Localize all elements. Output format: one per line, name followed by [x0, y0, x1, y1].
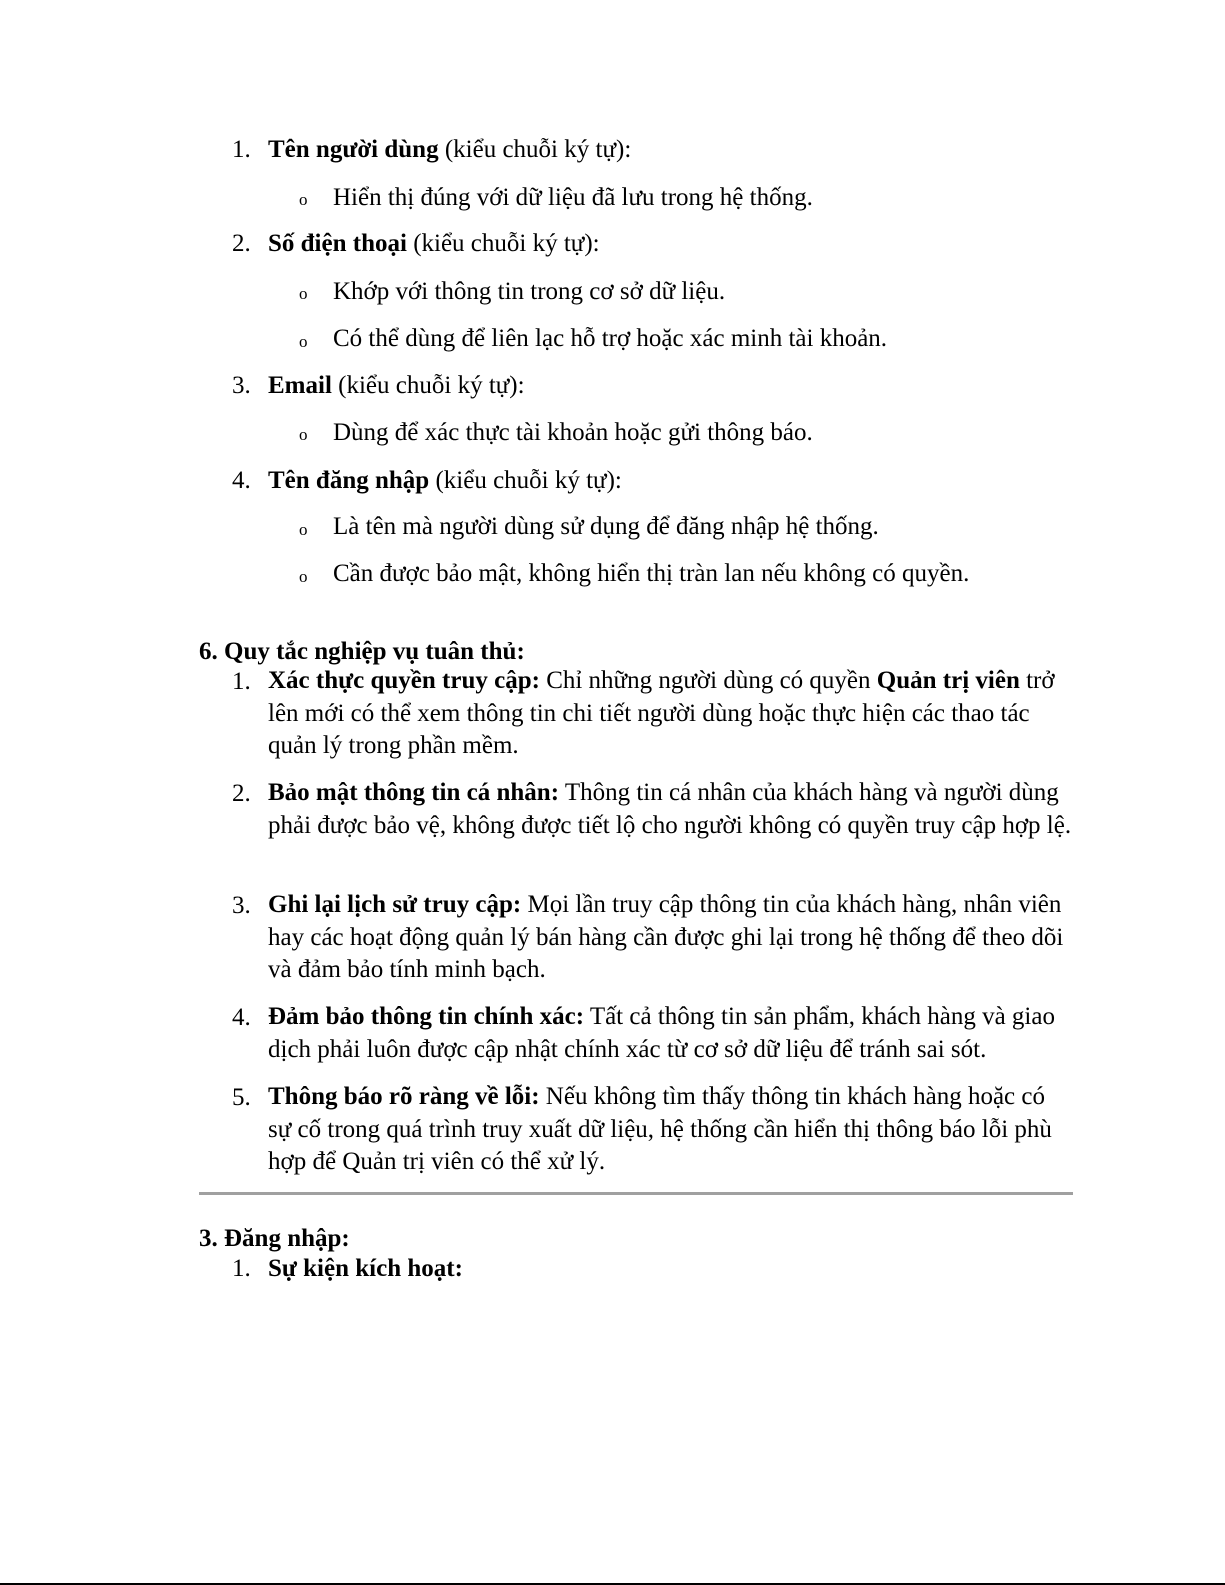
- rule-paragraph: [268, 1001, 1073, 1066]
- rule-paragraph: [268, 777, 1073, 842]
- rule-role: Quản trị viên: [876, 667, 1020, 694]
- field-name: Email: [268, 372, 332, 399]
- rule-title: Xác thực quyền truy cập:: [268, 667, 540, 694]
- field-type: (kiểu chuỗi ký tự):: [331, 372, 525, 399]
- bullet-icon: o: [299, 520, 308, 539]
- rule-number: 2.: [232, 780, 251, 807]
- field-title: [268, 465, 622, 497]
- rule-title: Bảo mật thông tin cá nhân:: [268, 779, 560, 806]
- bullet-text: Khớp với thông tin trong cơ sở dữ liệu.: [333, 278, 726, 305]
- login-item-title: [268, 1253, 463, 1285]
- bullet-icon: o: [299, 284, 308, 303]
- rule-text: Chỉ những người dùng có quyền: [539, 667, 877, 694]
- bullet-icon: o: [299, 425, 308, 444]
- section-heading-rules: 6. Quy tắc nghiệp vụ tuân thủ:: [199, 638, 525, 665]
- field-title: [268, 228, 600, 260]
- section-heading-login: 3. Đăng nhập:: [199, 1225, 350, 1252]
- rule-text: Tất cả thông tin sản phẩm, khách hàng và giao dịch phải luôn được cập nhật chính xác từ cơ sở dữ liệu để tránh sai sót.: [268, 1003, 1055, 1063]
- rule-number: 3.: [232, 892, 251, 919]
- login-item-number: 1.: [232, 1255, 251, 1282]
- rule-paragraph: [268, 665, 1073, 763]
- field-number: 1.: [232, 136, 251, 163]
- bullet-icon: o: [299, 567, 308, 586]
- bullet-text: Dùng để xác thực tài khoản hoặc gửi thông báo.: [333, 419, 813, 446]
- login-item-name: Sự kiện kích hoạt:: [268, 1255, 463, 1282]
- rule-number: 4.: [232, 1004, 251, 1031]
- horizontal-divider: [199, 1192, 1073, 1195]
- field-type: (kiểu chuỗi ký tự):: [438, 136, 632, 163]
- field-type: (kiểu chuỗi ký tự):: [429, 467, 622, 494]
- field-title: [268, 134, 631, 166]
- rule-title: Thông báo rõ ràng về lỗi:: [268, 1083, 540, 1110]
- rule-text: trở lên mới có thể xem thông tin chi tiết người dùng hoặc thực hiện các thao tác quản lý trong phần mềm.: [268, 667, 1055, 759]
- bullet-text: Cần được bảo mật, không hiển thị tràn lan nếu không có quyền.: [333, 560, 970, 587]
- rule-number: 5.: [232, 1084, 251, 1111]
- rule-text: Thông tin cá nhân của khách hàng và người dùng phải được bảo vệ, không được tiết lộ cho người không có quyền truy cập hợp lệ.: [268, 779, 1072, 839]
- field-name: Tên đăng nhập: [268, 467, 430, 494]
- field-type: (kiểu chuỗi ký tự):: [406, 230, 600, 257]
- bullet-text: Có thể dùng để liên lạc hỗ trợ hoặc xác minh tài khoản.: [333, 325, 888, 352]
- rule-title: Đảm bảo thông tin chính xác:: [268, 1003, 585, 1030]
- rule-paragraph: [268, 1081, 1073, 1179]
- bullet-text: Là tên mà người dùng sử dụng để đăng nhập hệ thống.: [333, 513, 879, 540]
- field-name: Số điện thoại: [268, 230, 407, 257]
- bullet-text: Hiển thị đúng với dữ liệu đã lưu trong hệ thống.: [333, 184, 813, 211]
- bullet-icon: o: [299, 190, 308, 209]
- field-number: 4.: [232, 467, 251, 494]
- rule-paragraph: [268, 889, 1073, 987]
- field-number: 3.: [232, 372, 251, 399]
- field-number: 2.: [232, 230, 251, 257]
- bullet-icon: o: [299, 332, 308, 351]
- rule-number: 1.: [232, 668, 251, 695]
- rule-text: Mọi lần truy cập thông tin của khách hàng, nhân viên hay các hoạt động quản lý bán hàng cần được ghi lại trong hệ thống để theo dõi và đảm bảo tính minh bạch.: [268, 891, 1064, 983]
- field-name: Tên người dùng: [268, 136, 439, 163]
- rule-title: Ghi lại lịch sử truy cập:: [268, 891, 522, 918]
- rule-text: Nếu không tìm thấy thông tin khách hàng hoặc có sự cố trong quá trình truy xuất dữ liệu, hệ thống cần hiển thị thông báo lỗi phù hợp để Quản trị viên có thể xử lý.: [268, 1083, 1052, 1175]
- field-title: [268, 370, 525, 402]
